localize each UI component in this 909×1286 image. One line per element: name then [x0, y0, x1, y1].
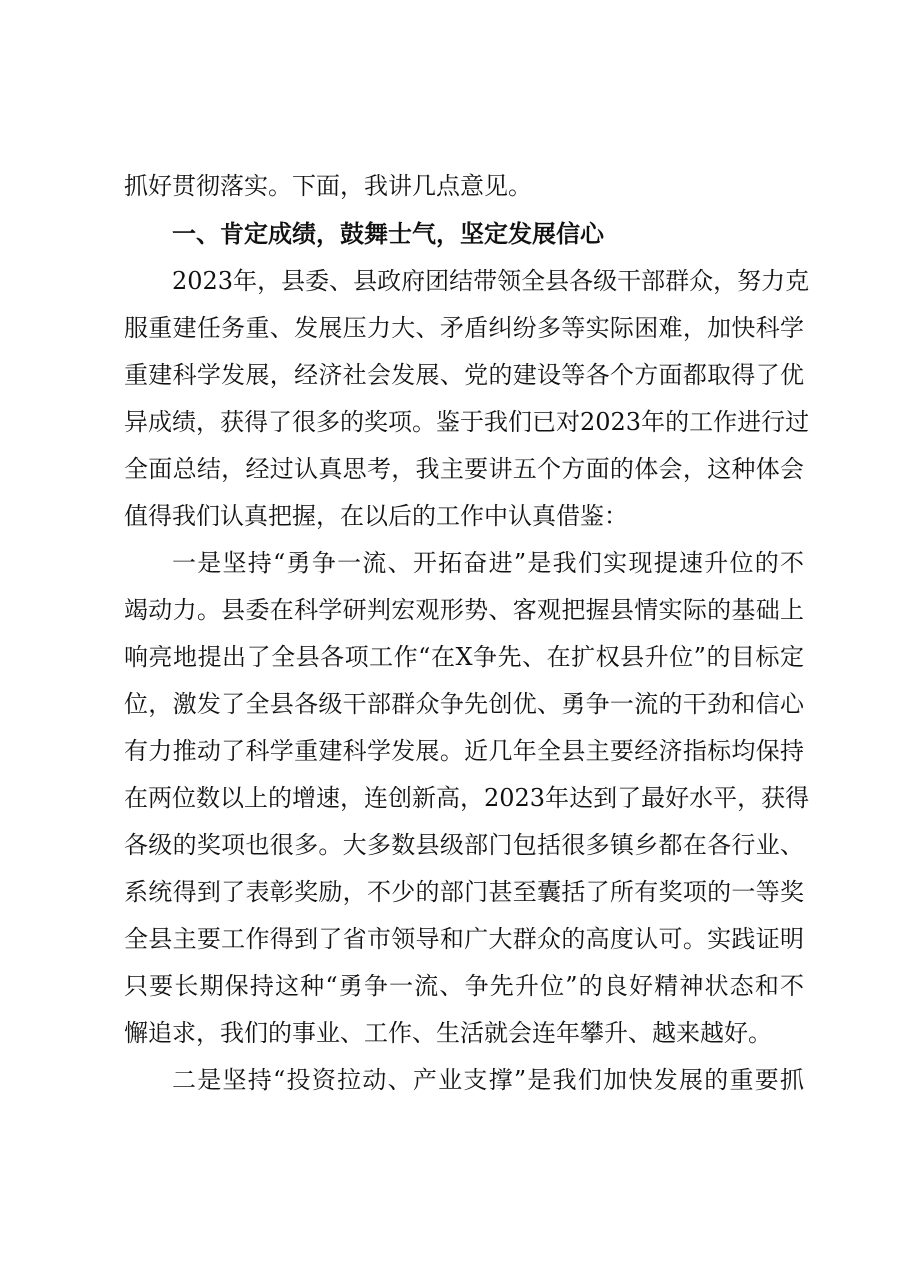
text-line: 位，激发了全县各级干部群众争先创优、勇争一流的干劲和信心 [124, 690, 804, 718]
text-line: 抓好贯彻落实。下面，我讲几点意见。 [124, 172, 532, 200]
text-line: 二是坚持“投资拉动、产业支撑”是我们加快发展的重要抓 [172, 1066, 804, 1094]
text-line: 2023年，县委、县政府团结带领全县各级干部群众，努力克 [172, 267, 810, 295]
text-line: 只要长期保持这种“勇争一流、争先升位”的良好精神状态和不 [124, 972, 804, 1000]
text-line: 全县主要工作得到了省市领导和广大群众的高度认可。实践证明 [124, 925, 804, 953]
section-heading: 一、肯定成绩，鼓舞士气，坚定发展信心 [172, 220, 604, 248]
text-line: 重建科学发展，经济社会发展、党的建设等各个方面都取得了优 [124, 361, 804, 389]
text-line: 系统得到了表彰奖励，不少的部门甚至囊括了所有奖项的一等奖 [124, 878, 804, 906]
text-line: 全面总结，经过认真思考，我主要讲五个方面的体会，这种体会 [124, 455, 804, 483]
text-line: 响亮地提出了全县各项工作“在X争先、在扩权县升位”的目标定 [124, 643, 804, 671]
text-line: 在两位数以上的增速，连创新高，2023年达到了最好水平，获得 [124, 784, 810, 812]
text-line: 有力推动了科学重建科学发展。近几年全县主要经济指标均保持 [124, 737, 804, 765]
text-line: 服重建任务重、发展压力大、矛盾纠纷多等实际困难，加快科学 [124, 314, 804, 342]
text-line: 值得我们认真把握，在以后的工作中认真借鉴： [124, 502, 628, 530]
text-line: 竭动力。县委在科学研判宏观形势、客观把握县情实际的基础上 [124, 596, 804, 624]
text-line: 各级的奖项也很多。大多数县级部门包括很多镇乡都在各行业、 [124, 831, 804, 859]
text-line: 异成绩，获得了很多的奖项。鉴于我们已对2023年的工作进行过 [124, 408, 810, 436]
text-line: 懈追求，我们的事业、工作、生活就会连年攀升、越来越好。 [124, 1019, 772, 1047]
text-line: 一是坚持“勇争一流、开拓奋进”是我们实现提速升位的不 [172, 549, 804, 577]
